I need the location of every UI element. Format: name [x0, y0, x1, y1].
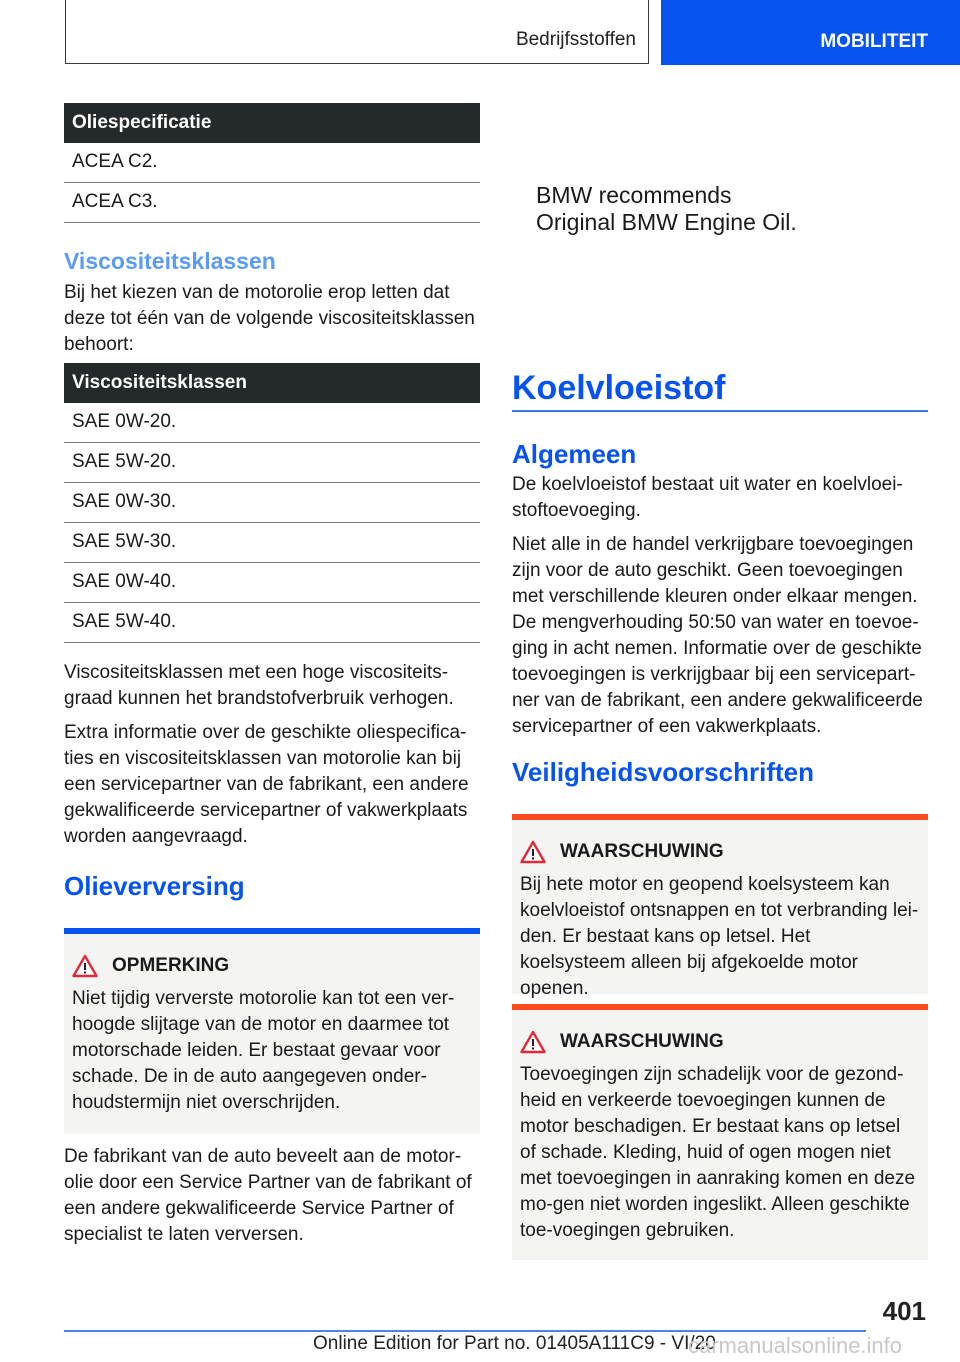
warning-text: Bij hete motor en geopend koelsysteem kan koelvloeistof ontsnappen en tot verbranding lei-den. Er bestaat kans op letsel. Het koelsysteem alleen bij afgekoelde motor openen. — [520, 874, 919, 999]
safety-section — [512, 756, 928, 1260]
table-row: SAE 0W-20. — [64, 403, 480, 443]
section-heading: Algemeen — [512, 439, 637, 469]
table-row: SAE 0W-40. — [64, 563, 480, 603]
header-chapter-label: MOBILITEIT — [820, 31, 928, 52]
header-section-tab — [65, 0, 649, 64]
footer-rule — [64, 1330, 866, 1332]
paragraph: Bij het kiezen van de motorolie erop letten dat deze tot één van de volgende viscositeitsklassen behoort: — [64, 282, 475, 355]
table-row: SAE 5W-40. — [64, 603, 480, 643]
warning-label: WAARSCHUWING — [560, 1031, 724, 1052]
section-subheading: Viscositeitsklassen — [64, 248, 276, 274]
bmw-recommends-banner — [536, 182, 952, 236]
paragraph: Niet alle in de handel verkrijgbare toevoegingen zijn voor de auto geschikt. Geen toevoegingen met verschillende kleuren onder elkaar mengen. De mengverhouding 50:50 van water en toevoe-ging in acht nemen. Informatie over de geschikte toevoegingen is verkrijgbaar bij een servicepart-ner van de fabrikant, een andere gekwalificeerde servicepartner of een vakwerkplaats. — [512, 534, 923, 737]
warning-box — [512, 1004, 928, 1260]
paragraph: Extra informatie over de geschikte oliespecifica-ties en viscositeitsklassen van motorolie kan bij een servicepartner van de fabrikant, een andere gekwalificeerde servicepartner of vakwerkplaats worden aangevraagd. — [64, 722, 469, 847]
edition-label: Online Edition for Part no. 01405A111C9 - VI/20 — [313, 1333, 716, 1354]
warning-box — [512, 814, 928, 999]
section-heading: Olieverversing — [64, 871, 245, 901]
bmw-recommends-line1: BMW recommends — [536, 182, 732, 208]
table-header: Oliespecificatie — [64, 103, 480, 143]
viscosity-table — [64, 363, 480, 643]
paragraph: De fabrikant van de auto beveelt aan de motor-olie door een Service Partner van de fabrikant of een andere gekwalificeerde Service Partner of specialist te laten verversen. — [64, 1146, 472, 1245]
page-number: 401 — [882, 1296, 926, 1326]
warning-title — [520, 838, 920, 866]
warning-triangle-icon — [72, 954, 98, 978]
warning-text: Toevoegingen zijn schadelijk voor de gezond-heid en verkeerde toevoegingen kunnen de motor beschadigen. Er bestaat kans op letsel of schade. Kleding, huid of ogen mogen niet met toevoegingen in aanraking komen en deze mo-gen niet worden ingeslikt. Alleen geschikte toe-voegingen gebruiken. — [520, 1064, 916, 1241]
table-row: ACEA C2. — [64, 143, 480, 183]
coolant-section — [512, 366, 928, 740]
table-row: SAE 5W-30. — [64, 523, 480, 563]
note-box — [64, 928, 480, 1134]
chapter-heading: Koelvloeistof — [512, 369, 726, 407]
note-title — [72, 952, 472, 980]
bmw-recommends-line2: Original BMW Engine Oil. — [536, 209, 797, 235]
oil-change-section — [64, 870, 480, 1248]
oil-spec-table — [64, 103, 480, 223]
section-heading: Veiligheidsvoorschriften — [512, 757, 814, 787]
header-section-label: Bedrijfsstoffen — [515, 29, 636, 50]
note-text: Niet tijdig ververste motorolie kan tot een ver-hoogde slijtage van de motor en daarmee tot motorschade leiden. Er bestaat gevaar voor schade. De in de auto aangegeven onder-houdstermijn niet overschrijden. — [72, 988, 455, 1113]
warning-triangle-icon — [520, 1030, 546, 1054]
table-header: Viscositeitsklassen — [64, 363, 480, 403]
table-row: ACEA C3. — [64, 183, 480, 223]
header-chapter-tab — [661, 0, 960, 65]
heading-rule — [512, 410, 928, 412]
viscosity-section — [64, 246, 480, 358]
table-row: SAE 5W-20. — [64, 443, 480, 483]
warning-title — [520, 1028, 920, 1056]
warning-label: WAARSCHUWING — [560, 841, 724, 862]
note-label: OPMERKING — [112, 955, 230, 976]
paragraph: De koelvloeistof bestaat uit water en koelvloei-stoftoevoeging. — [512, 474, 903, 521]
warning-triangle-icon — [520, 840, 546, 864]
paragraph: Viscositeitsklassen met een hoge viscositeits-graad kunnen het brandstofverbruik verhogen. — [64, 662, 454, 709]
viscosity-notes — [64, 660, 480, 850]
watermark: carmanualsonline.info — [688, 1333, 903, 1358]
table-row: SAE 0W-30. — [64, 483, 480, 523]
